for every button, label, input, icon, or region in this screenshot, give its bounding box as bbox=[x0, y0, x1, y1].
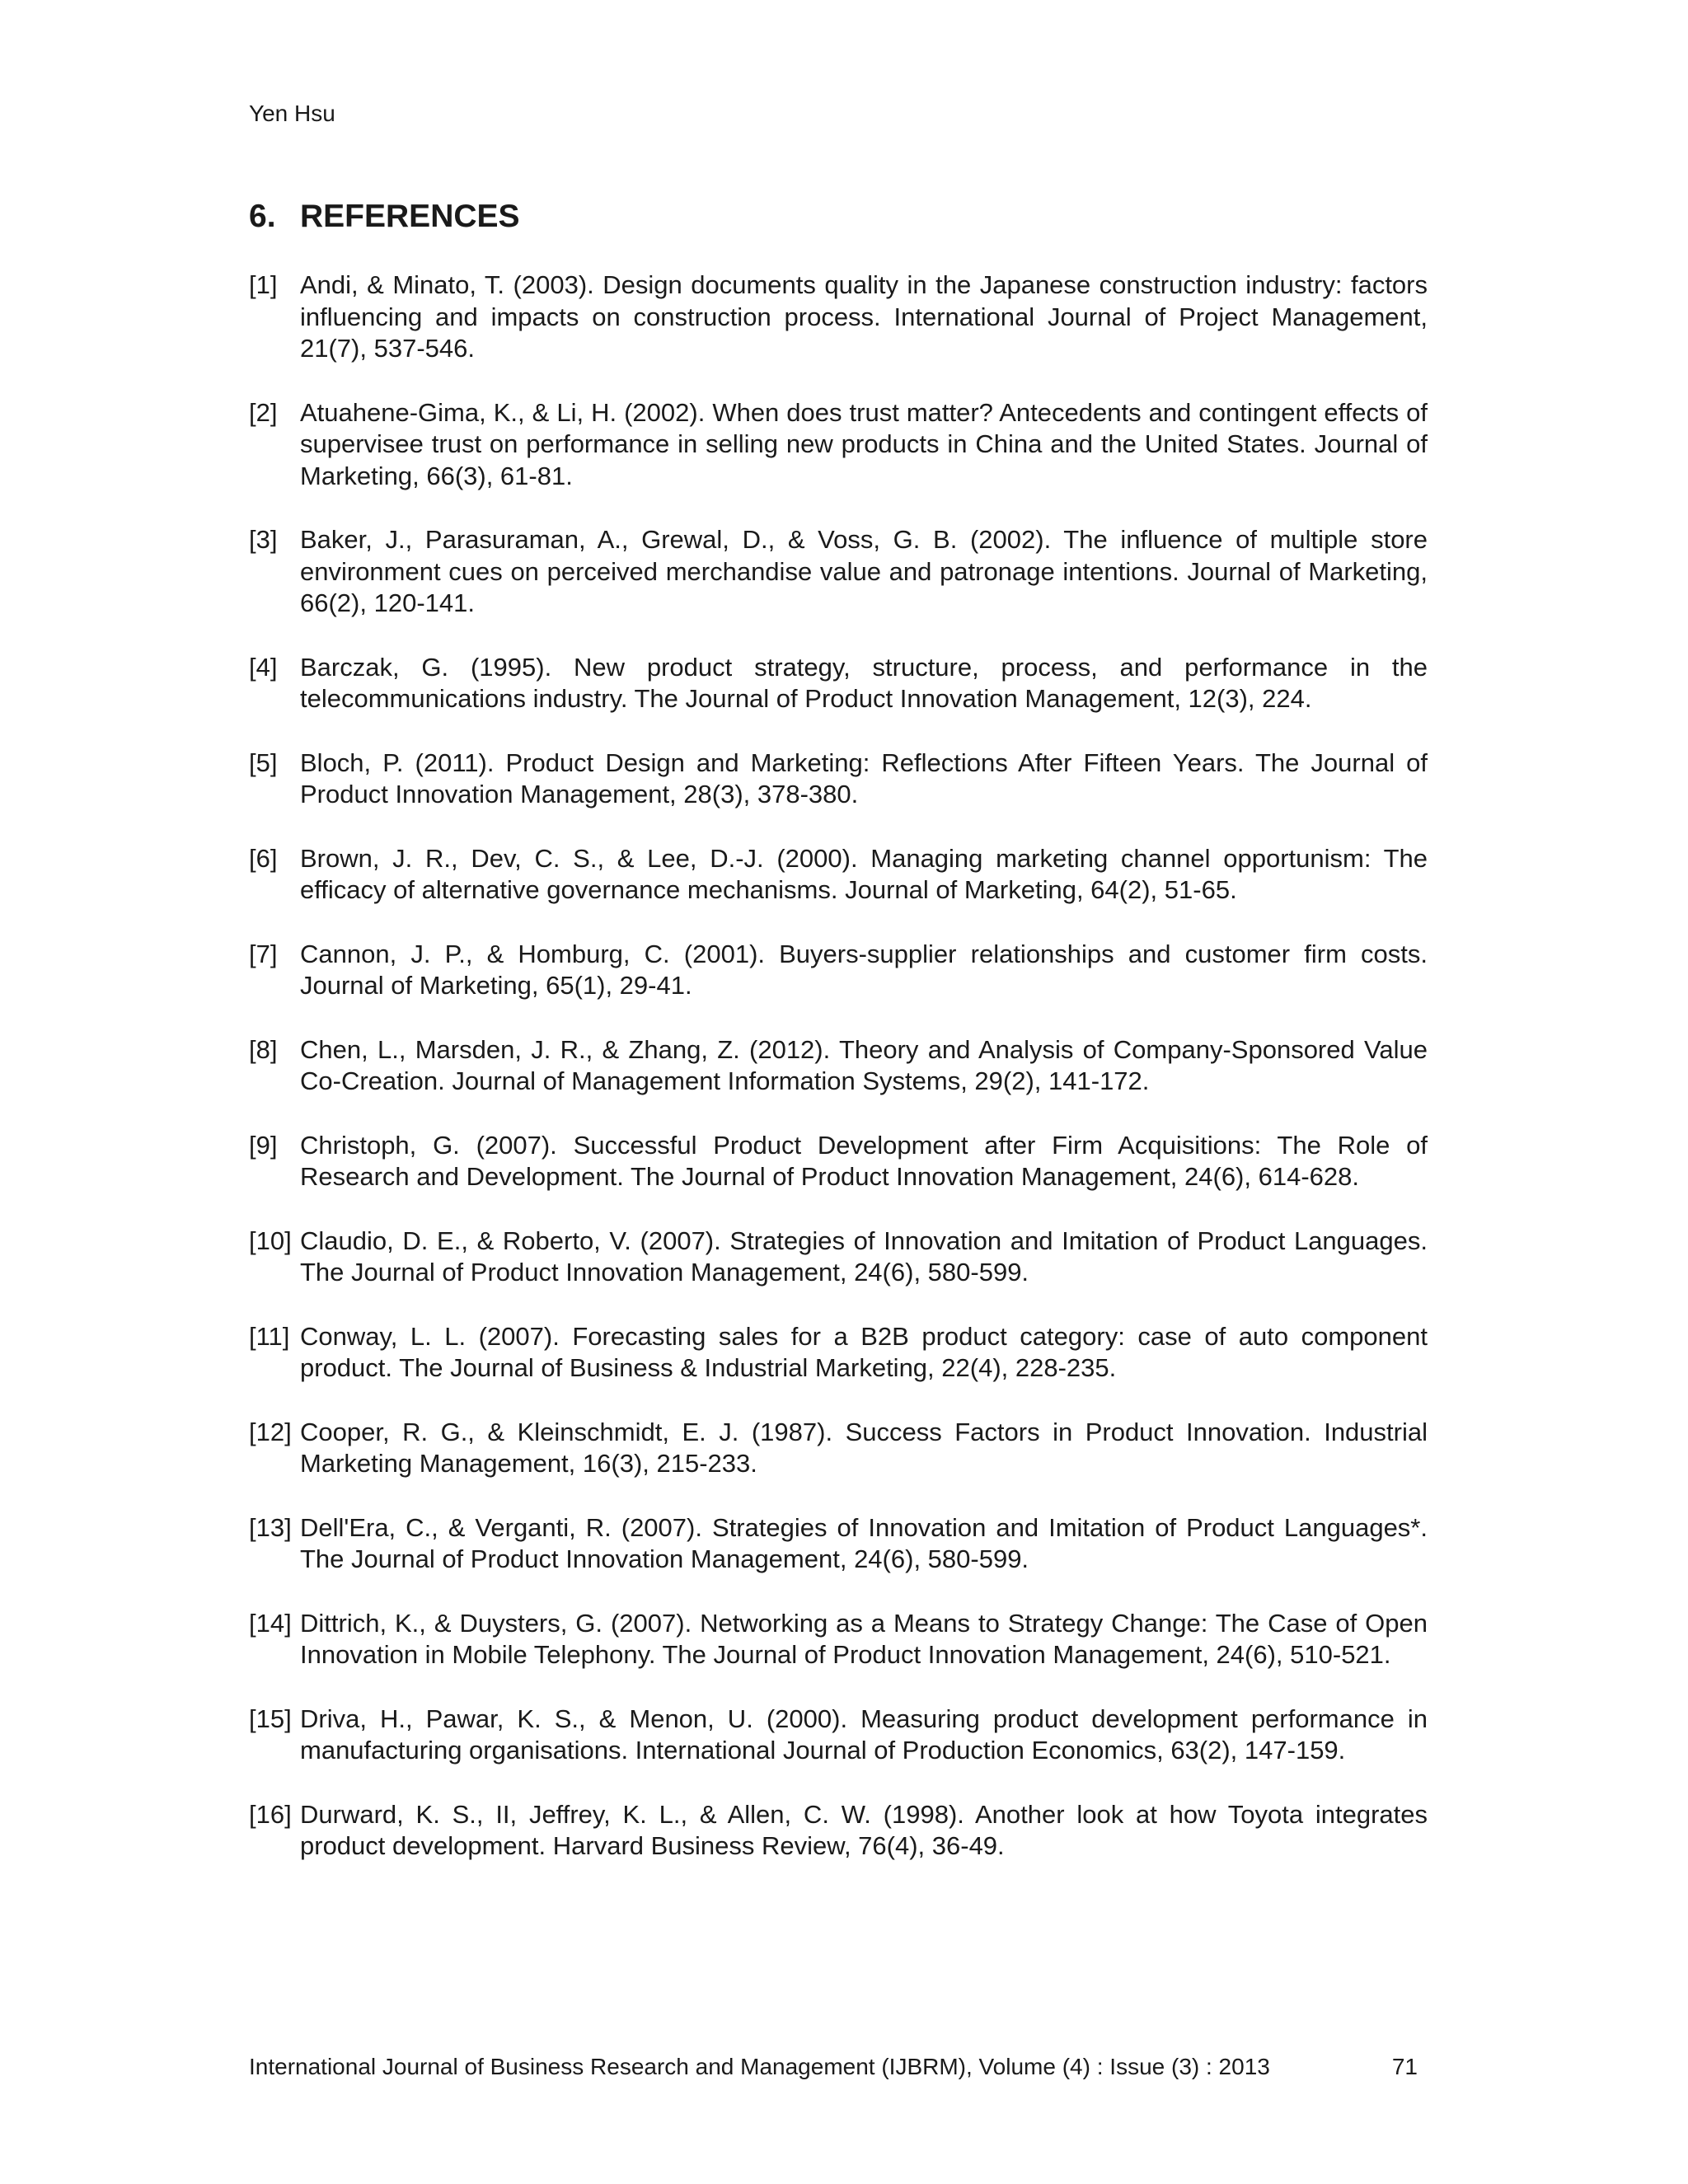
reference-label: [7] bbox=[249, 939, 278, 968]
section-number: 6. bbox=[249, 199, 276, 234]
reference-label: [10] bbox=[249, 1226, 292, 1255]
reference-label: [13] bbox=[249, 1512, 292, 1542]
reference-label: [6] bbox=[249, 843, 278, 873]
reference-item-9 bbox=[249, 1130, 1428, 1193]
reference-text: Claudio, D. E., & Roberto, V. (2007). Strategies of Innovation and Imitation of Product Languages. The Journal of Product Innovation Management, 24(6), 580-599. bbox=[300, 1226, 1428, 1286]
reference-label: [16] bbox=[249, 1799, 292, 1829]
reference-label: [5] bbox=[249, 748, 278, 777]
reference-item-7 bbox=[249, 939, 1428, 1002]
reference-item-10 bbox=[249, 1226, 1428, 1289]
reference-label: [15] bbox=[249, 1704, 292, 1733]
reference-text: Baker, J., Parasuraman, A., Grewal, D., & Voss, G. B. (2002). The influence of multiple store environment cues on perceived merchandise value and patronage intentions. Journal of Marketing, 66(2), 120-141. bbox=[300, 525, 1428, 617]
reference-item-14 bbox=[249, 1608, 1428, 1671]
reference-item-11 bbox=[249, 1321, 1428, 1385]
reference-text: Driva, H., Pawar, K. S., & Menon, U. (2000). Measuring product development performance in manufacturing organisations. International Journal of Production Economics, 63(2), 147-159. bbox=[300, 1704, 1428, 1765]
reference-text: Bloch, P. (2011). Product Design and Marketing: Reflections After Fifteen Years. The Journal of Product Innovation Management, 28(3), 378-380. bbox=[300, 748, 1428, 808]
reference-text: Dittrich, K., & Duysters, G. (2007). Networking as a Means to Strategy Change: The Case of Open Innovation in Mobile Telephony. The Journal of Product Innovation Management, 24(6), 510-521. bbox=[300, 1608, 1428, 1669]
reference-text: Christoph, G. (2007). Successful Product Development after Firm Acquisitions: The Role of Research and Development. The Journal of Product Innovation Management, 24(6), 614-628. bbox=[300, 1130, 1428, 1191]
reference-label: [3] bbox=[249, 525, 278, 554]
reference-item-16 bbox=[249, 1799, 1428, 1863]
reference-item-2 bbox=[249, 397, 1428, 493]
section-title: REFERENCES bbox=[300, 199, 520, 234]
running-head-author: Yen Hsu bbox=[249, 101, 335, 126]
reference-item-4 bbox=[249, 652, 1428, 715]
reference-text: Atuahene-Gima, K., & Li, H. (2002). When does trust matter? Antecedents and contingent effects of supervisee trust on performance in selling new products in China and the United States. Journal of Marketing, 66(3), 61-81. bbox=[300, 397, 1428, 490]
reference-text: Chen, L., Marsden, J. R., & Zhang, Z. (2012). Theory and Analysis of Company-Sponsored Value Co-Creation. Journal of Management Information Systems, 29(2), 141-172. bbox=[300, 1034, 1428, 1095]
reference-text: Cooper, R. G., & Kleinschmidt, E. J. (1987). Success Factors in Product Innovation. Industrial Marketing Management, 16(3), 215-233. bbox=[300, 1417, 1428, 1478]
reference-text: Conway, L. L. (2007). Forecasting sales for a B2B product category: case of auto component product. The Journal of Business & Industrial Marketing, 22(4), 228-235. bbox=[300, 1321, 1428, 1382]
reference-label: [2] bbox=[249, 397, 278, 427]
reference-item-6 bbox=[249, 843, 1428, 907]
reference-text: Durward, K. S., II, Jeffrey, K. L., & Allen, C. W. (1998). Another look at how Toyota integrates product development. Harvard Business Review, 76(4), 36-49. bbox=[300, 1799, 1428, 1860]
reference-text: Barczak, G. (1995). New product strategy, structure, process, and performance in the telecommunications industry. The Journal of Product Innovation Management, 12(3), 224. bbox=[300, 652, 1428, 713]
reference-item-3 bbox=[249, 524, 1428, 620]
reference-item-15 bbox=[249, 1704, 1428, 1767]
reference-label: [14] bbox=[249, 1608, 292, 1638]
reference-text: Brown, J. R., Dev, C. S., & Lee, D.-J. (2000). Managing marketing channel opportunism: The efficacy of alternative governance mechanisms. Journal of Marketing, 64(2), 51-65. bbox=[300, 843, 1428, 904]
section-heading bbox=[249, 196, 520, 237]
footer-journal-citation: International Journal of Business Research and Management (IJBRM), Volume (4) : Issue (3) : 2013 bbox=[249, 2054, 1270, 2079]
reference-label: [4] bbox=[249, 652, 278, 682]
page-number: 71 bbox=[1391, 2054, 1418, 2079]
reference-text: Cannon, J. P., & Homburg, C. (2001). Buyers-supplier relationships and customer firm costs. Journal of Marketing, 65(1), 29-41. bbox=[300, 939, 1428, 1000]
reference-label: [1] bbox=[249, 270, 278, 299]
reference-list bbox=[249, 269, 1428, 1895]
reference-item-8 bbox=[249, 1034, 1428, 1098]
reference-text: Andi, & Minato, T. (2003). Design documents quality in the Japanese construction industry: factors influencing and impacts on construction process. International Journal of Project Management, 21(7), 537-546. bbox=[300, 270, 1428, 363]
reference-label: [9] bbox=[249, 1130, 278, 1160]
reference-item-5 bbox=[249, 748, 1428, 811]
reference-label: [11] bbox=[249, 1321, 290, 1351]
reference-item-13 bbox=[249, 1512, 1428, 1576]
reference-text: Dell'Era, C., & Verganti, R. (2007). Strategies of Innovation and Imitation of Product Languages*. The Journal of Product Innovation Management, 24(6), 580-599. bbox=[300, 1512, 1428, 1573]
reference-label: [8] bbox=[249, 1034, 278, 1064]
reference-item-12 bbox=[249, 1417, 1428, 1480]
reference-label: [12] bbox=[249, 1417, 292, 1446]
reference-item-1 bbox=[249, 269, 1428, 365]
